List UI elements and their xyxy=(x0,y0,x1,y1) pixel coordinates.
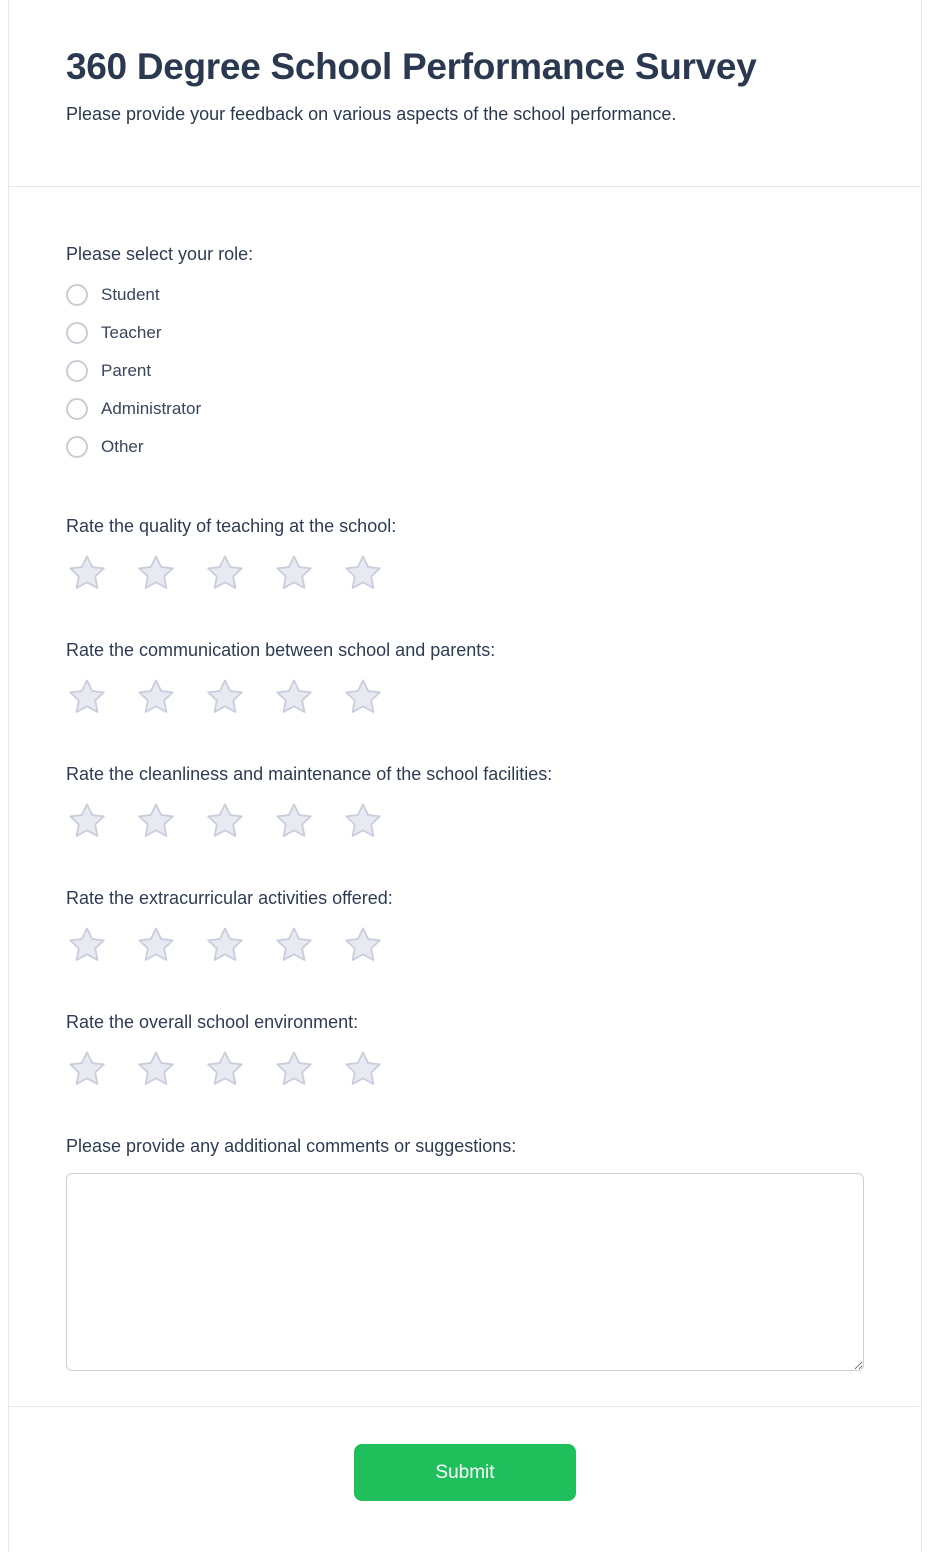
radio-option-other[interactable] xyxy=(66,436,864,458)
page-subtitle: Please provide your feedback on various aspects of the school performance. xyxy=(66,103,677,124)
star-icon[interactable] xyxy=(66,1048,108,1090)
star-icon[interactable] xyxy=(204,924,246,966)
survey-footer xyxy=(9,1407,921,1552)
star-rating xyxy=(66,800,864,842)
radio-option-teacher[interactable] xyxy=(66,322,864,344)
star-icon[interactable] xyxy=(135,1048,177,1090)
comments-question-label: Please provide any additional comments or suggestions: xyxy=(66,1136,517,1156)
star-icon[interactable] xyxy=(66,800,108,842)
radio-button-icon[interactable] xyxy=(66,436,88,458)
comments-question xyxy=(66,1134,864,1371)
star-rating xyxy=(66,924,864,966)
radio-option-administrator[interactable] xyxy=(66,398,864,420)
star-icon[interactable] xyxy=(135,800,177,842)
survey-header xyxy=(9,0,921,186)
rating-question-environment xyxy=(66,1010,864,1090)
radio-option-parent[interactable] xyxy=(66,360,864,382)
star-icon[interactable] xyxy=(204,800,246,842)
comments-textarea[interactable] xyxy=(66,1173,864,1371)
star-icon[interactable] xyxy=(135,552,177,594)
radio-option-label: Student xyxy=(101,285,160,304)
star-rating xyxy=(66,1048,864,1090)
role-question xyxy=(66,242,864,458)
radio-button-icon[interactable] xyxy=(66,284,88,306)
radio-button-icon[interactable] xyxy=(66,398,88,420)
page-title: 360 Degree School Performance Survey xyxy=(66,46,757,87)
star-icon[interactable] xyxy=(66,924,108,966)
star-icon[interactable] xyxy=(135,676,177,718)
rating-question-extracurricular xyxy=(66,886,864,966)
star-icon[interactable] xyxy=(66,552,108,594)
star-rating xyxy=(66,676,864,718)
star-icon[interactable] xyxy=(342,800,384,842)
star-icon[interactable] xyxy=(273,800,315,842)
radio-option-label: Teacher xyxy=(101,323,162,342)
role-question-label: Please select your role: xyxy=(66,244,254,264)
rating-question-label: Rate the cleanliness and maintenance of the school facilities: xyxy=(66,764,553,784)
rating-question-communication xyxy=(66,638,864,718)
star-icon[interactable] xyxy=(204,552,246,594)
radio-option-student[interactable] xyxy=(66,284,864,306)
rating-question-teaching-quality xyxy=(66,514,864,594)
radio-option-label: Other xyxy=(101,437,144,456)
star-icon[interactable] xyxy=(273,676,315,718)
star-icon[interactable] xyxy=(204,676,246,718)
radio-option-label: Administrator xyxy=(101,399,202,418)
star-icon[interactable] xyxy=(273,924,315,966)
star-rating xyxy=(66,552,864,594)
star-icon[interactable] xyxy=(273,1048,315,1090)
rating-question-label: Rate the extracurricular activities offered: xyxy=(66,888,393,908)
star-icon[interactable] xyxy=(342,676,384,718)
star-icon[interactable] xyxy=(273,552,315,594)
star-icon[interactable] xyxy=(204,1048,246,1090)
star-icon[interactable] xyxy=(66,676,108,718)
submit-button[interactable]: Submit xyxy=(354,1444,576,1501)
survey-form xyxy=(9,187,921,1406)
star-icon[interactable] xyxy=(342,924,384,966)
radio-button-icon[interactable] xyxy=(66,360,88,382)
rating-question-label: Rate the quality of teaching at the school: xyxy=(66,516,397,536)
rating-question-cleanliness xyxy=(66,762,864,842)
radio-option-label: Parent xyxy=(101,361,152,380)
rating-question-label: Rate the overall school environment: xyxy=(66,1012,359,1032)
star-icon[interactable] xyxy=(342,1048,384,1090)
star-icon[interactable] xyxy=(342,552,384,594)
rating-question-label: Rate the communication between school and parents: xyxy=(66,640,496,660)
radio-button-icon[interactable] xyxy=(66,322,88,344)
star-icon[interactable] xyxy=(135,924,177,966)
role-options xyxy=(66,284,864,458)
survey-card xyxy=(8,0,922,1552)
